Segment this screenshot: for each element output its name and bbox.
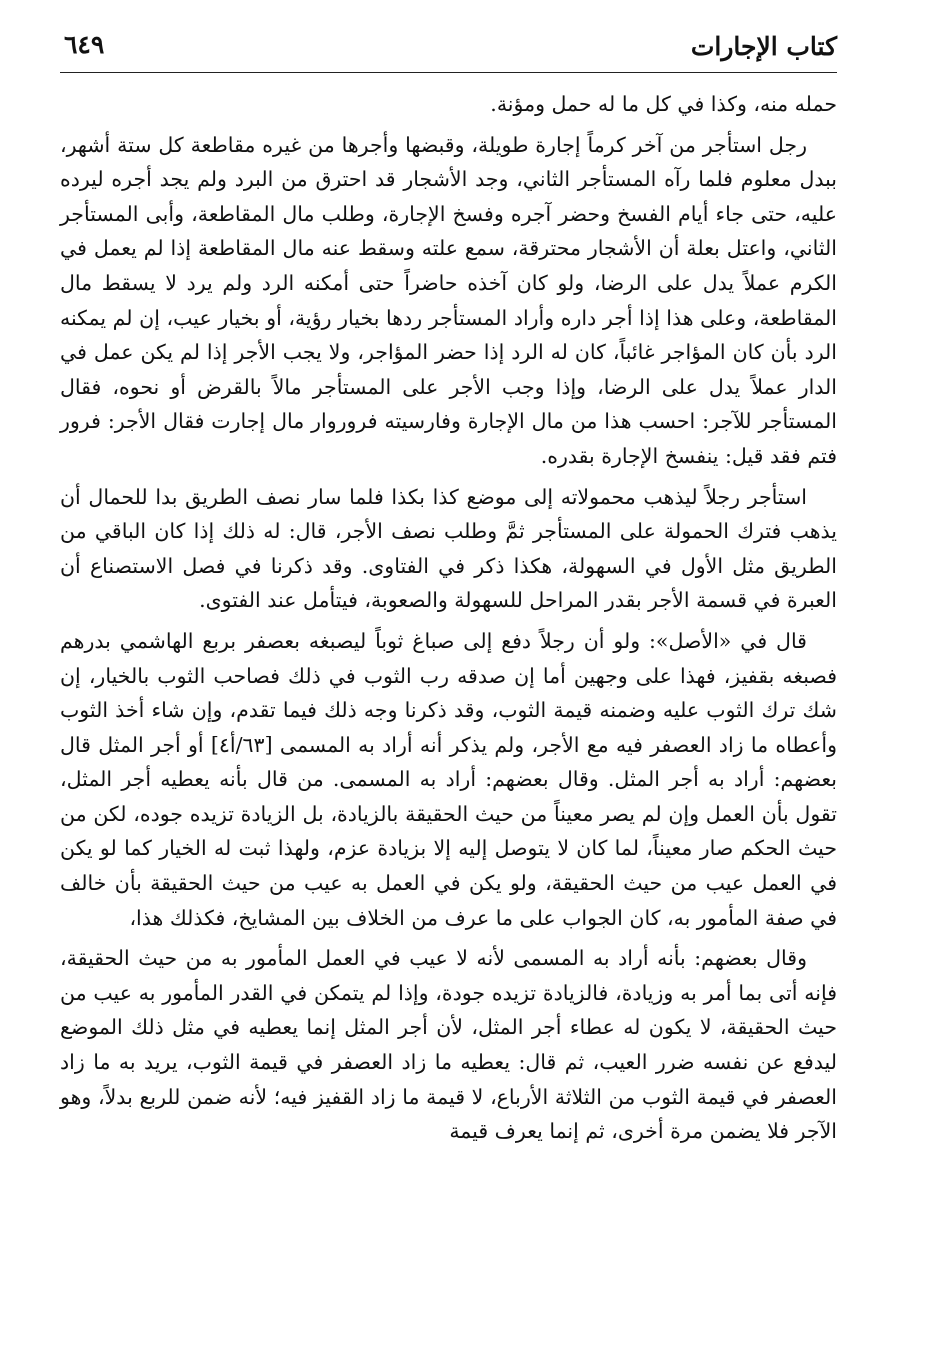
paragraph-4: قال في «الأصل»: ولو أن رجلاً دفع إلى صباغ ثوباً ليصبغه بعصفر بربع الهاشمي بدرهم فصبغه بقفيز، فهذا على وجهين أما إن صدقه رب الثوب في ذلك فصاحب الثوب بالخيار، إن شك ترك الثوب عليه وضمنه قيمة الثوب، وقد ذكرنا وجه ذلك فيما تقدم، وإن شاء أخذ الثوب وأعطاه ما زاد العصفر فيه مع الأجر، ولم يذكر أنه أراد به المسمى [٦٣/أ٤] أو أجر المثل قال بعضهم: أراد به أجر المثل. وقال بعضهم: أراد به المسمى. من قال بأنه يعطيه أجر المثل، تقول بأن العمل وإن لم يصر معيناً من حيث الحقيقة بالزيادة، بل الزيادة تزيده جوده، لكن من حيث الحكم صار معيناً، لما كان لا يتوصل إليه إلا بزيادة عزم، ولهذا ثبت له الخيار كما لو يكن في العمل عيب من حيث الحقيقة، ولو يكن في العمل به عيب من حيث الحقيقة بأن خالف في صفة المأمور به، كان الجواب على ما عرف من الخلاف بين المشايخ، فكذلك هذا، — [60, 628, 837, 930]
page-header — [60, 28, 837, 73]
paragraph-2: رجل استأجر من آخر كرماً إجارة طويلة، وقبضها وأجرها من غيره مقاطعة كل ستة أشهر، ببدل معلوم فلما رآه المستأجر الثاني، وجد الأشجار قد احترق من البرد ولم يجد أجره ليرده عليه، حتى جاء أيام الفسخ وحضر آجره وفسخ الإجارة، وطلب مال المقاطعة، وأبى المستأجر الثاني، واعتل بعلة أن الأشجار محترقة، سمع علته وسقط عنه مال المقاطعة إذا لم يعمل في الكرم عملاً يدل على الرضا، ولو كان آخذه حاضراً حتى أمكنه الرد ولم يرد لا يسقط مال المقاطعة، وعلى هذا إذا أجر داره وأراد المستأجر ردها بخيار رؤية، أو بخيار عيب، إن لم يمكنه الرد بأن كان المؤاجر غائباً، كان له الرد إذا حضر المؤاجر، ولا يجب الأجر إذا لم يكن عمل في الدار عملاً يدل على الرضا، وإذا وجب الأجر على المستأجر مالاً بالقرض أو نحوه، فقال المستأجر للآجر: احسب هذا من مال الإجارة وفارسيته فروروار مال إجارت فقال الأجر: فرور فتم فقد قيل: ينفسخ الإجارة بقدره. — [60, 132, 837, 468]
chapter-title: كتاب الإجارات — [690, 32, 837, 61]
page-body — [60, 87, 837, 1149]
paragraph-1: حمله منه، وكذا في كل ما له حمل ومؤنة. — [490, 92, 837, 116]
page-number: ٦٤٩ — [64, 30, 105, 59]
book-page — [60, 28, 837, 1363]
paragraph-3: استأجر رجلاً ليذهب محمولاته إلى موضع كذا بكذا فلما سار نصف الطريق بدا للحمال أن يذهب فترك الحمولة على المستأجر ثمَّ وطلب نصف الأجر، قال: له ذلك إذا كان الباقي من الطريق مثل الأول في السهولة، هكذا ذكر في الفتاوى. وقد ذكرنا في فصل الاستصناع أن العبرة في قسمة الأجر بقدر المراحل للسهولة والصعوبة، فيتأمل عند الفتوى. — [60, 484, 837, 613]
paragraph-5: وقال بعضهم: بأنه أراد به المسمى لأنه لا عيب في العمل المأمور به من حيث الحقيقة، فإنه أتى بما أمر به وزيادة، فالزيادة تزيده جودة، وإذا لم يتمكن في القدر المأمور به عيب من حيث الحقيقة، لا يكون له عطاء أجر المثل، لأن أجر المثل إنما يعطيه في مثل ذلك الموضع ليدفع عن نفسه ضرر العيب، ثم قال: يعطيه ما زاد العصفر في قيمة الثوب، يريد به ما زاد العصفر في قيمة الثوب من الثلاثة الأرباع، لا قيمة ما زاد القفيز فيه؛ لأنه ضمن للربع بدلاً، وهو الآجر فلا يضمن مرة أخرى، ثم إنما يعرف قيمة — [60, 946, 837, 1144]
